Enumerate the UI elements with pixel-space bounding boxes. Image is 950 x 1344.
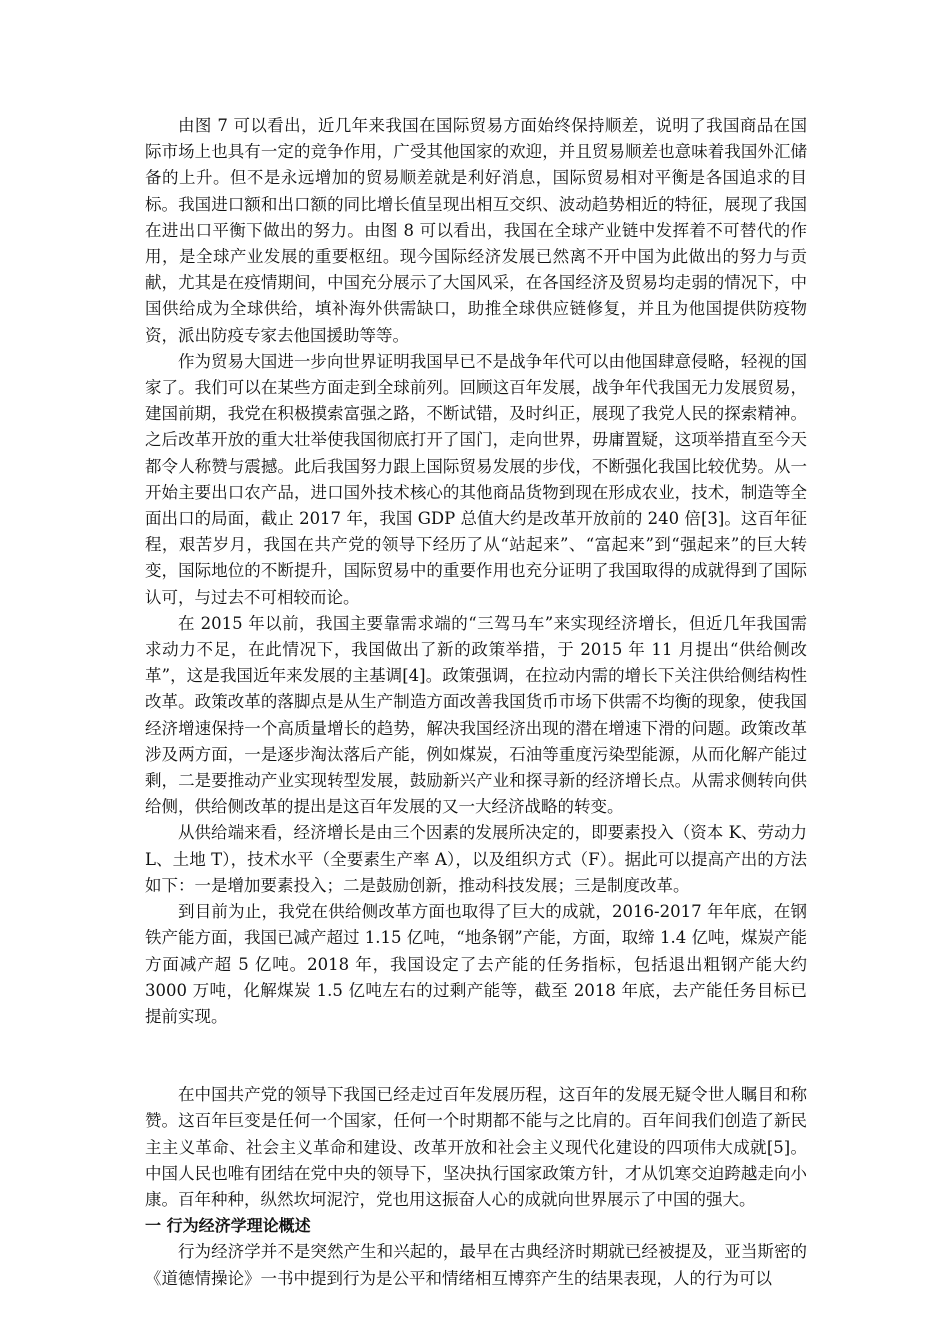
paragraph-century-development: 在中国共产党的领导下我国已经走过百年发展历程，这百年的发展无疑令世人瞩目和称赞。这百年巨变是任何一个国家，任何一个时期都不能与之比肩的。百年间我们创造了新民主主义革命、社会主义革命和建设、改革开放和社会主义现代化建设的四项伟大成就[5]。中国人民也唯有团结在党中央的领导下，坚决执行国家政策方针，才从饥寒交迫跨越走向小康。百年种种，纵然坎坷泥泞，党也用这振奋人心的成就向世界展示了中国的强大。 bbox=[145, 1085, 807, 1209]
paragraph-gap bbox=[145, 1030, 807, 1082]
paragraph-behavioral-economics: 行为经济学并不是突然产生和兴起的，最早在古典经济时期就已经被提及，亚当斯密的《道德情操论》一书中提到行为是公平和情绪相互博弈产生的结果表现，人的行为可以 bbox=[145, 1242, 807, 1288]
paragraph-capacity-reduction: 到目前为止，我党在供给侧改革方面也取得了巨大的成就，2016-2017 年年底，在钢铁产能方面，我国已减产超过 1.15 亿吨，“地条钢”产能，方面，取缔 1.4 亿吨，煤炭产能方面减产超 5 亿吨。2018 年，我国设定了去产能的任务指标，包括退出粗钢产能大约 3000 万吨，化解煤炭 1.5 亿吨左右的过剩产能等，截至 2018 年底，去产能任务目标已提前实现。 bbox=[145, 902, 807, 1026]
section-heading: 一 行为经济学理论概述 bbox=[145, 1216, 311, 1236]
document-body bbox=[145, 113, 807, 1292]
paragraph-supply-side-reform: 在 2015 年以前，我国主要靠需求端的“三驾马车”来实现经济增长，但近几年我国需求动力不足，在此情况下，我国做出了新的政策举措，于 2015 年 11 月提出“供给侧改革”，这是我国近年来发展的主基调[4]。政策强调，在拉动内需的增长下关注供给侧结构性改革。政策改革的落脚点是从生产制造方面改善我国货币市场下供需不均衡的现象，使我国经济增速保持一个高质量增长的趋势，解决我国经济出现的潜在增速下滑的问题。政策改革涉及两方面，一是逐步淘汰落后产能，例如煤炭，石油等重度污染型能源，从而化解产能过剩，二是要推动产业实现转型发展，鼓励新兴产业和探寻新的经济增长点。从需求侧转向供给侧，供给侧改革的提出是这百年发展的又一大经济战略的转变。 bbox=[145, 613, 807, 817]
paragraph-trade-power: 作为贸易大国进一步向世界证明我国早已不是战争年代可以由他国肆意侵略，轻视的国家了。我们可以在某些方面走到全球前列。回顾这百年发展，战争年代我国无力发展贸易，建国前期，我党在积极摸索富强之路，不断试错，及时纠正，展现了我党人民的探索精神。之后改革开放的重大壮举使我国彻底打开了国门，走向世界，毋庸置疑，这项举措直至今天都令人称赞与震撼。此后我国努力跟上国际贸易发展的步伐，不断强化我国比较优势。从一开始主要出口农产品，进口国外技术核心的其他商品货物到现在形成农业，技术，制造等全面出口的局面，截止 2017 年，我国 GDP 总值大约是改革开放前的 240 倍[3]。这百年征程，艰苦岁月，我国在共产党的领导下经历了从“站起来”、“富起来”到“强起来”的巨大转变，国际地位的不断提升，国际贸易中的重要作用也充分证明了我国取得的成就得到了国际认可，与过去不可相较而论。 bbox=[145, 351, 807, 607]
paragraph-supply-factors: 从供给端来看，经济增长是由三个因素的发展所决定的，即要素投入（资本 K、劳动力 L、土地 T），技术水平（全要素生产率 A），以及组织方式（F）。据此可以提高产出的方法如下：一是增加要素投入；二是鼓励创新，推动科技发展；三是制度改革。 bbox=[145, 823, 807, 895]
paragraph-trade-surplus: 由图 7 可以看出，近几年来我国在国际贸易方面始终保持顺差，说明了我国商品在国际市场上也具有一定的竞争作用，广受其他国家的欢迎，并且贸易顺差也意味着我国外汇储备的上升。但不是永远增加的贸易顺差就是利好消息，国际贸易相对平衡是各国追求的目标。我国进口额和出口额的同比增长值呈现出相互交织、波动趋势相近的特征，展现了我国在进出口平衡下做出的努力。由图 8 可以看出，我国在全球产业链中发挥着不可替代的作用，是全球产业发展的重要枢纽。现今国际经济发展已然离不开中国为此做出的努力与贡献，尤其是在疫情期间，中国充分展示了大国风采，在各国经济及贸易均走弱的情况下，中国供给成为全球供给，填补海外供需缺口，助推全球供应链修复，并且为他国提供防疫物资，派出防疫专家去他国援助等等。 bbox=[145, 116, 807, 345]
